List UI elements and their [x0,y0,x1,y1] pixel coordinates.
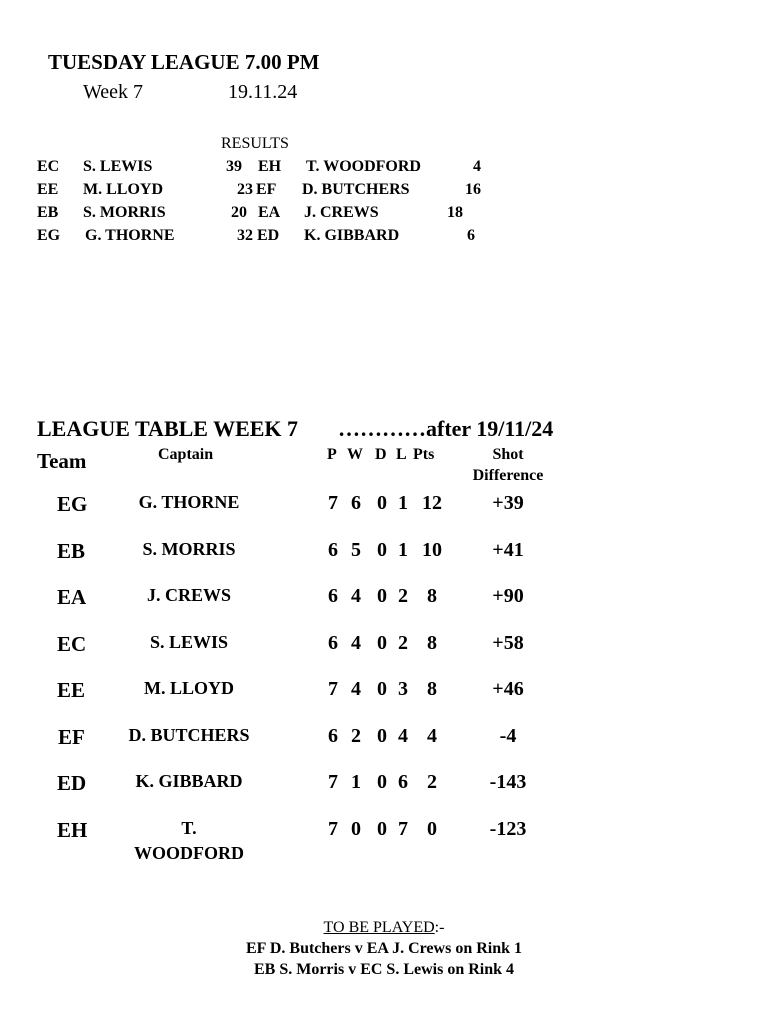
result-home-team: EB [37,204,59,221]
row-pts: 2 [427,771,437,793]
row-team: EB [57,539,86,563]
row-captain: D. BUTCHERS [128,725,250,745]
row-team: EH [57,818,88,842]
row-w: 1 [351,771,361,793]
row-p: 7 [328,771,338,793]
row-w: 0 [351,818,361,840]
row-shot-difference: -143 [489,771,527,793]
row-l: 4 [398,725,408,747]
to-be-played-heading [0,919,768,937]
result-away-team: ED [257,227,280,244]
row-captain-text: T. WOODFORD [134,818,244,863]
header-shot: Shot [492,446,524,463]
row-p: 7 [328,678,338,700]
league-table-title: LEAGUE TABLE WEEK 7 [37,416,299,441]
row-pts: 8 [427,678,437,700]
page-title: TUESDAY LEAGUE 7.00 PM [48,50,320,74]
row-d: 0 [377,725,387,747]
row-p: 6 [328,585,338,607]
header-pts: Pts [413,446,435,463]
row-pts: 4 [427,725,437,747]
row-l: 1 [398,539,408,561]
header-w: W [347,446,363,463]
row-shot-difference: +46 [492,678,524,700]
row-pts: 10 [422,539,442,561]
result-home-captain: S. MORRIS [83,204,166,221]
row-captain: S. MORRIS [142,539,236,559]
result-away-team: EF [256,181,277,198]
row-w: 5 [351,539,361,561]
row-shot-difference: -4 [499,725,517,747]
row-d: 0 [377,771,387,793]
row-shot-difference: -123 [489,818,527,840]
row-team: ED [57,771,87,795]
row-pts: 0 [427,818,437,840]
fixture-item: EF D. Butchers v EA J. Crews on Rink 1 [245,940,523,957]
to-be-played-suffix: :- [434,919,445,936]
row-d: 0 [377,678,387,700]
row-l: 1 [398,492,408,514]
to-be-played-label: TO BE PLAYED [323,919,435,936]
row-captain [109,816,269,866]
header-difference: Difference [472,467,544,484]
row-p: 7 [328,818,338,840]
row-w: 4 [351,585,361,607]
result-home-captain: M. LLOYD [83,181,163,198]
result-away-score: 4 [473,158,481,175]
row-shot-difference: +90 [492,585,524,607]
result-away-score: 6 [467,227,475,244]
result-away-captain: K. GIBBARD [304,227,400,244]
header-p: P [327,446,337,463]
row-l: 3 [398,678,408,700]
header-captain: Captain [158,446,214,463]
row-team: EE [57,678,86,702]
row-w: 6 [351,492,361,514]
results-heading: RESULTS [221,135,289,152]
row-l: 2 [398,585,408,607]
result-home-score: 39 [226,158,242,175]
row-team: EA [57,585,87,609]
row-d: 0 [377,818,387,840]
row-l: 2 [398,632,408,654]
row-shot-difference: +58 [492,632,524,654]
row-p: 6 [328,539,338,561]
row-pts: 8 [427,632,437,654]
row-captain: J. CREWS [146,585,231,605]
result-away-score: 16 [465,181,481,198]
date-label: 19.11.24 [228,81,298,103]
row-captain: G. THORNE [138,492,240,512]
header-d: D [375,446,387,463]
result-home-score: 23 [237,181,253,198]
row-d: 0 [377,585,387,607]
row-pts: 12 [422,492,442,514]
result-home-captain: S. LEWIS [83,158,153,175]
result-away-score: 18 [447,204,463,221]
row-l: 7 [398,818,408,840]
row-captain: K. GIBBARD [135,771,243,791]
row-shot-difference: +41 [492,539,524,561]
header-team: Team [37,449,87,473]
row-p: 7 [328,492,338,514]
week-label: Week 7 [83,81,144,103]
result-home-score: 20 [231,204,247,221]
row-d: 0 [377,492,387,514]
result-home-team: EE [37,181,59,198]
result-away-team: EA [258,204,281,221]
row-shot-difference: +39 [492,492,524,514]
result-home-score: 32 [237,227,253,244]
row-w: 4 [351,632,361,654]
result-away-captain: D. BUTCHERS [302,181,410,198]
row-l: 6 [398,771,408,793]
row-team: EC [57,632,87,656]
row-w: 4 [351,678,361,700]
result-home-captain: G. THORNE [85,227,175,244]
row-w: 2 [351,725,361,747]
result-away-captain: T. WOODFORD [306,158,421,175]
header-l: L [396,446,407,463]
row-p: 6 [328,725,338,747]
result-home-team: EG [37,227,61,244]
league-table-after: …………after 19/11/24 [338,416,554,441]
row-pts: 8 [427,585,437,607]
row-d: 0 [377,539,387,561]
row-team: EF [58,725,85,749]
row-p: 6 [328,632,338,654]
fixture-item: EB S. Morris v EC S. Lewis on Rink 4 [253,961,515,978]
result-away-team: EH [258,158,282,175]
row-team: EG [57,492,88,516]
row-captain: M. LLOYD [144,678,234,698]
result-home-team: EC [37,158,60,175]
result-away-captain: J. CREWS [304,204,379,221]
row-captain: S. LEWIS [149,632,229,652]
row-d: 0 [377,632,387,654]
